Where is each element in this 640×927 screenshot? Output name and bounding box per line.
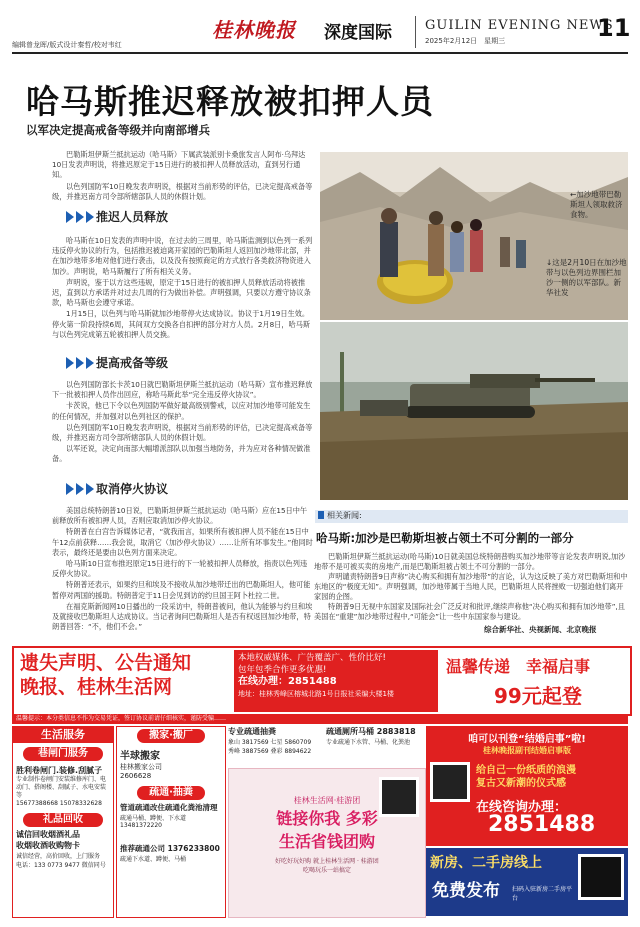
banner-phone: 在线办理：2851488 <box>238 676 337 687</box>
paragraph: 卡茨说，他已下令以色列国防军做好最高级别警戒，以应对加沙地带可能发生的任何情况，并加强对以色列社区的保护。 <box>52 401 311 421</box>
paragraph: 哈马斯在10日发表的声明中说，在过去的三周里，哈马斯监测到以色列一系列违反停火协议的行为，包括推迟被迫离开家园的巴勒斯坦人返回加沙地带北部，并在加沙地带多地对他们进行袭击，以及没有按照商定的方式放行各类救济物资进入加沙。声明说，哈马斯履行了所有相关义务。 <box>52 236 313 276</box>
intro-text <box>52 150 314 203</box>
move-body: 半球搬家 <box>120 751 160 762</box>
page-number: 11 <box>597 14 631 42</box>
pipe-body: 13481372220 <box>120 822 162 829</box>
section-heading-text: 推迟人员释放 <box>96 210 169 224</box>
section-heading <box>66 354 168 371</box>
banner-address: 地址：桂林秀峰区榕城北路1号日报社采编大楼1楼 <box>238 690 394 698</box>
housing-ad <box>426 848 628 916</box>
banner-mid-box <box>234 650 438 712</box>
related-news-label <box>318 510 362 521</box>
section-body <box>52 506 314 633</box>
promo-line: 吃喝玩乐一站搞定 <box>302 867 351 874</box>
triangle-icon <box>86 483 94 495</box>
photo-military-vehicles-image <box>320 322 628 500</box>
wedding-subtitle: 桂林晚报副刊结婚启事版 <box>483 746 571 755</box>
section-title: 深度国际 <box>324 23 392 43</box>
banner-mid-line: 本地权威媒体、广告覆盖广、性价比好! <box>238 653 386 663</box>
paragraph: 特朗普9日无视中东国家及国际社会广泛反对和批评,继续声称他“决心购买和拥有加沙地带”,且美国在“重建”加沙地带过程中,“可能会”让一些中东国家参与建设。 <box>314 602 625 621</box>
pipe3-body: 专业疏通下水管、马桶、化粪池 <box>326 739 411 746</box>
pipe-body: 疏通马桶、蹲便、下水道 <box>120 815 187 822</box>
qr-code-icon <box>379 777 419 817</box>
paragraph: 巴勒斯坦伊斯兰抵抗运动（哈马斯）下属武装派别卡桑旅发言人阿布·乌拜达10日发表声明说，将推迟原定于15日进行的被扣押人员释放活动，直到另行通知。 <box>52 150 306 180</box>
life-service-title: 生活服务 <box>13 727 113 743</box>
newspaper-logo: 桂林晚报 <box>212 18 296 42</box>
triangle-icon <box>76 483 84 495</box>
gift-body: 诚信回收烟酒礼品 <box>16 830 80 839</box>
headline: 哈马斯推迟释放被扣押人员 <box>26 82 434 121</box>
gift-body: 收烟收酒收购物卡 <box>16 841 80 850</box>
related-news-label-text: 相关新闻: <box>327 511 362 520</box>
pipe2-body: 象山 3817569 七星 5860709 <box>228 739 312 746</box>
related-news-title: 哈马斯:加沙是巴勒斯坦被占领土不可分割的一部分 <box>316 531 574 545</box>
paragraph: 1月15日，以色列与哈马斯就加沙地带停火达成协议。协议于1月19日生效。停火第一阶段持续6周，其间双方交换各自扣押的部分对方人员。2月8日，哈马斯与以色列完成第五轮被扣押人员交换。 <box>52 309 311 339</box>
moving-ad <box>116 726 226 918</box>
wedding-body-line: 复古又新潮的仪式感 <box>476 778 566 789</box>
photo-caption: ←加沙地带巴勒斯坦人领取救济食物。 <box>570 190 623 219</box>
gift-title: 礼品回收 <box>23 813 103 827</box>
lane-body: 专业制作卷闸门安装维修库门、电动门、搭阁楼、刮腻子、水电安装等 <box>16 776 107 799</box>
editors-line: 编辑曾龙晖/版式设计秦哲/校对韦红 <box>12 41 122 49</box>
photo-military-vehicles <box>320 258 628 500</box>
wedding-phone-label: 在线咨询办理： <box>476 800 568 815</box>
issue-date: 2025年2月12日 星期三 <box>425 37 506 45</box>
paragraph: 声明谴责特朗普9日声称“决心购买和拥有加沙地带”的言论，认为这反映了美方对巴勒斯坦和中东地区的“极度无知”。声明强调，加沙地带属于当地人民，巴勒斯坦人民将挫败一切强迫他们离开家园的企图。 <box>314 572 628 601</box>
banner-right-price: 99元起登 <box>494 684 582 708</box>
header-divider <box>415 16 416 48</box>
banner-left-text <box>20 651 191 699</box>
life-service-ad <box>12 726 114 918</box>
triangle-icon <box>66 211 74 223</box>
move-title: 搬家·搬厂 <box>137 729 205 743</box>
paper-english-name: GUILIN EVENING NEWS <box>425 18 614 33</box>
paragraph: 声明说，鉴于以方这些违规，原定于15日进行的被扣押人员释放活动将被推迟，直到以方承诺并对过去几周的行为做出补偿。声明强调，只要以方遵守协议条款，哈马斯也会遵守承诺。 <box>52 277 311 308</box>
paragraph: 美国总统特朗普10日说，巴勒斯坦伊斯兰抵抗运动（哈马斯）应在15日中午前释放所有被扣押人员，否则应取消加沙停火协议。 <box>52 506 308 526</box>
section-heading <box>66 480 168 497</box>
qr-code-icon <box>578 854 624 900</box>
move-body: 桂林搬家公司 <box>120 763 162 771</box>
related-news-body <box>314 552 628 622</box>
wedding-body-line: 给自己一份纸质的浪漫 <box>476 765 576 776</box>
move-body: 2606628 <box>120 772 152 780</box>
banner-left-line: 遗失声明、公告通知 <box>20 652 192 674</box>
paragraph: 特朗普还表示，如果约旦和埃及不接收从加沙地带迁出的巴勒斯坦人，他可能暂停对两国的援助。特朗普定于11日会见到访的约旦国王阿卜杜拉二世。 <box>52 580 311 600</box>
subheadline: 以军决定提高戒备等级并向南部增兵 <box>26 123 210 137</box>
section-body <box>52 236 314 341</box>
triangle-icon <box>76 357 84 369</box>
housing-line: 新房、二手房线上 <box>430 855 542 871</box>
lane-body: 15677388668 15078332628 <box>16 800 102 807</box>
gift-body: 诚信经营，高价回收，上门服务 <box>16 853 101 860</box>
news-credit: 综合新华社、央视新闻、北京晚报 <box>484 625 597 634</box>
banner-note: 温馨提示：本分类信息不作为交易凭证，签订协议前请仔细核实，谨防受骗…… <box>12 714 628 724</box>
gift-body: 电话：133 0773 9477 微信同号 <box>16 862 106 869</box>
triangle-icon <box>86 211 94 223</box>
housing-line: 免费发布 <box>432 881 500 901</box>
triangle-icon <box>66 483 74 495</box>
section-body <box>52 380 314 466</box>
triangle-icon <box>66 357 74 369</box>
paragraph: 以色列国防军10日晚发表声明说，根据对当前形势的评估，已决定提高戒备等级，并推迟南方司令部所辖部队人员的休假计划。 <box>52 181 313 201</box>
lane-body: 胜利卷闸门.装修.刮腻子 <box>16 766 103 775</box>
paragraph: 以军还说，决定向南部大幅增派部队以加强当地防务，并为应对各种情况做准备。 <box>52 444 311 464</box>
paragraph: 以色列国防军10日晚发表声明说，根据对当前形势的评估，已决定提高戒备等级，并推迟南方司令部所辖部队人员的休假计划。 <box>52 422 313 443</box>
wedding-phone: 2851488 <box>488 812 596 837</box>
pipe4-body: 疏通下水道、蹲便、马桶 <box>120 856 187 863</box>
promo-line: 桂林生活网·桂游团 <box>293 796 361 805</box>
promo-line: 生活省钱团购 <box>278 832 375 851</box>
wedding-notice-ad <box>426 726 628 846</box>
pipe2-body: 秀峰 3887569 叠彩 8894622 <box>228 748 312 755</box>
section-heading-text: 提高戒备等级 <box>96 356 169 370</box>
wedding-body <box>476 764 576 790</box>
triangle-icon <box>76 211 84 223</box>
classified-ad-banner <box>12 646 632 716</box>
pipe3-body: 疏通厕所马桶 2883818 <box>326 727 416 736</box>
paragraph: 特朗普在白宫告诉媒体记者，“就我而言，如果所有被扣押人员不能在15日中午12点前获释……我会说，取消它（加沙停火协议）……让所有坏事发生。”他同时表示，最终还是要由以色列方面来决定。 <box>52 527 313 557</box>
pipe3-ad <box>326 726 422 766</box>
paragraph: 巴勒斯坦伊斯兰抵抗运动(哈马斯)10日就美国总统特朗普购买加沙地带等言论发表声明说,加沙地带不是可被买卖的房地产,而是巴勒斯坦被占领土不可分割的一部分。 <box>314 552 626 571</box>
pipe2-ad <box>228 726 322 766</box>
section-heading-text: 取消停火协议 <box>96 482 169 496</box>
paragraph: 在福克斯新闻网10日播出的一段采访中，特朗普被问，他认为能够与约旦和埃及就接收巴勒斯坦人达成协议。当记者询问巴勒斯坦人是否有权返回加沙地带，特朗普回答：“不，他们不会。” <box>52 601 313 632</box>
wedding-title: 咱可以刊登“结婚启事”啦! <box>468 734 586 745</box>
paragraph: 以色列国防部长卡茨10日就巴勒斯坦伊斯兰抵抗运动（哈马斯）宣布推迟释放下一批被扣押人员作出回应，称哈马斯此举“完全违反停火协议”。 <box>52 380 313 400</box>
banner-left-line: 晚报、桂林生活网 <box>20 676 173 698</box>
banner-right-slogan: 温馨传递 幸福启事 <box>446 657 591 676</box>
paragraph: 哈马斯10日宣布推迟原定15日进行的下一轮被扣押人员释放，指责以色列违反停火协议。 <box>52 559 308 579</box>
pipe-body: 管道疏通改住疏通化粪池清理 <box>120 803 218 812</box>
pipe4-body: 推荐疏通公司 1376233800 <box>120 844 220 853</box>
section-heading <box>66 208 168 225</box>
header-rule <box>12 52 628 54</box>
pipe-title: 疏通·抽粪 <box>137 786 205 800</box>
group-buy-promo <box>228 768 426 918</box>
banner-mid-line: 包年包季合作更多优惠! <box>238 665 327 675</box>
photo-caption: ↓这是2月10日在加沙地带与以色列边界围栏加沙一侧的以军部队。新华社发 <box>546 258 627 297</box>
housing-note: 扫码入驻新房二手房平台 <box>512 886 573 902</box>
triangle-icon <box>86 357 94 369</box>
square-icon <box>318 511 324 519</box>
qr-code-icon <box>430 762 470 802</box>
lane-title: 巷闸门服务 <box>23 747 103 761</box>
pipe2-body: 专业疏通抽粪 <box>228 727 276 736</box>
promo-line: 好吃好玩好购 就上桂林生活网 · 桂游团 <box>275 858 379 865</box>
promo-line: 链接你我 多彩 <box>276 809 378 828</box>
